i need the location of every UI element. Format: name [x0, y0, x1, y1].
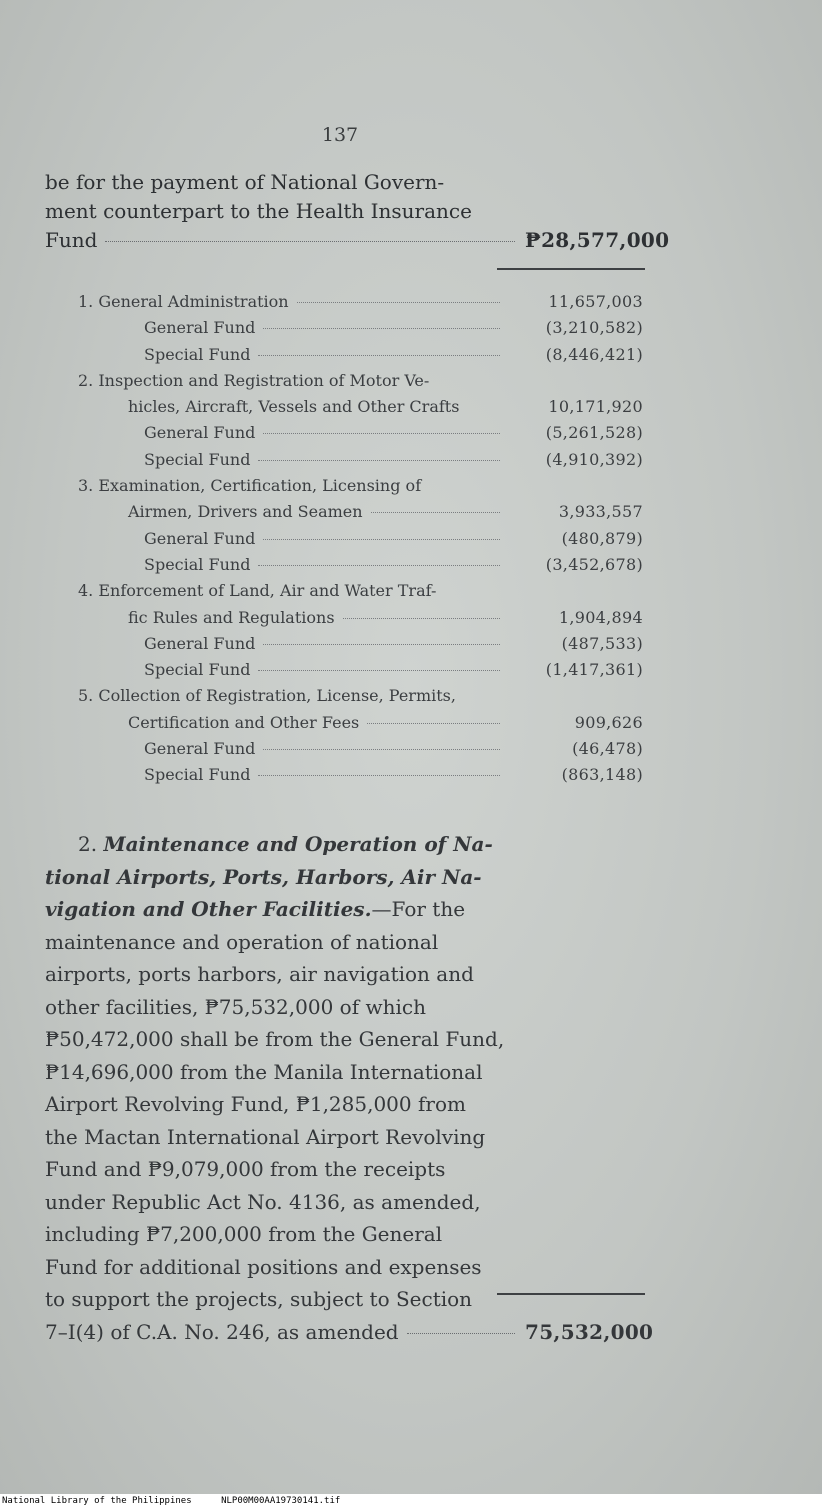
- allocation-label: hicles, Aircraft, Vessels and Other Crafts: [128, 397, 460, 417]
- allocation-amount: (487,533): [561, 633, 643, 653]
- allocation-amount: (480,879): [561, 528, 643, 548]
- allocation-amount: 3,933,557: [558, 502, 643, 522]
- allocation-label: 3. Examination, Certification, Licensing of: [78, 476, 422, 496]
- allocation-row: [78, 289, 643, 315]
- footer-file: NLP00M00AA19730141.tif: [221, 1496, 341, 1506]
- allocation-row: [78, 578, 643, 604]
- allocation-amount: (46,478): [572, 739, 643, 759]
- allocation-row: [78, 420, 643, 446]
- allocation-label: Special Fund: [144, 554, 251, 574]
- allocation-label: Certification and Other Fees: [128, 712, 360, 732]
- allocation-label: General Fund: [144, 528, 256, 548]
- section-2-line: ₱50,472,000 shall be from the General Fund,: [45, 1027, 505, 1051]
- allocation-amount: (863,148): [561, 765, 643, 785]
- allocation-row: [78, 710, 643, 736]
- allocation-row: [78, 736, 643, 762]
- allocation-label: General Fund: [144, 318, 256, 338]
- allocation-row: [78, 631, 643, 657]
- allocation-amount: 10,171,920: [548, 397, 643, 417]
- section-heading-end: vigation and Other Facilities.: [45, 897, 372, 921]
- section-2-last-label: 7–I(4) of C.A. No. 246, as amended: [45, 1319, 399, 1344]
- allocation-row: [78, 683, 643, 709]
- section-2-line: airports, ports harbors, air navigation and: [45, 962, 474, 986]
- allocation-amount: (8,446,421): [545, 344, 643, 364]
- allocation-label: 4. Enforcement of Land, Air and Water Traf-: [78, 581, 437, 601]
- section-2-heading-line-1: [45, 828, 645, 861]
- section-2-last-line: [45, 1316, 654, 1349]
- allocation-label: General Fund: [144, 739, 256, 759]
- section-2-line: Airport Revolving Fund, ₱1,285,000 from: [45, 1092, 466, 1116]
- section-2-total-amount: 75,532,000: [525, 1319, 654, 1344]
- allocation-row: [78, 342, 643, 368]
- allocation-label: 2. Inspection and Registration of Motor Ve-: [78, 370, 430, 390]
- allocation-row: [78, 394, 643, 420]
- allocation-row: [78, 605, 643, 631]
- intro-paragraph: [45, 168, 670, 255]
- section-2-line: Fund for additional positions and expenses: [45, 1254, 482, 1279]
- scan-footer: [0, 1494, 822, 1508]
- allocation-label: Special Fund: [144, 660, 251, 680]
- section-2-paragraph: [45, 828, 654, 1348]
- intro-line-2: ment counterpart to the Health Insurance: [45, 199, 472, 223]
- section-2-heading-line-2: tional Airports, Ports, Harbors, Air Na-: [45, 864, 482, 889]
- intro-last-label: Fund: [45, 228, 98, 252]
- section-heading-rest: —For the: [371, 897, 466, 921]
- section-2-line: other facilities, ₱75,532,000 of which: [45, 994, 426, 1019]
- intro-last-line: [45, 226, 670, 255]
- allocation-row: [78, 552, 643, 578]
- allocation-row: [78, 315, 643, 341]
- allocation-row: [78, 473, 643, 499]
- section-2-line: Fund and ₱9,079,000 from the receipts: [45, 1157, 446, 1181]
- allocation-amount: 11,657,003: [548, 292, 643, 311]
- section-2-line: ₱14,696,000 from the Manila International: [45, 1059, 483, 1084]
- section-2-line: including ₱7,200,000 from the General: [45, 1222, 443, 1246]
- allocation-amount: 909,626: [574, 712, 643, 732]
- allocation-row: [78, 499, 643, 525]
- allocation-table: [78, 289, 643, 789]
- allocation-amount: (1,417,361): [545, 660, 643, 680]
- allocation-row: [78, 447, 643, 473]
- allocation-row: [78, 657, 643, 683]
- allocation-amount: (4,910,392): [545, 449, 643, 469]
- allocation-label: General Fund: [144, 423, 256, 443]
- section-heading: Maintenance and Operation of Na-: [103, 832, 493, 856]
- allocation-amount: (5,261,528): [545, 423, 643, 443]
- section-2-total-rule: [497, 1293, 645, 1295]
- allocation-amount: 1,904,894: [558, 607, 643, 627]
- dot-leader: [105, 241, 515, 242]
- page-number: 137: [321, 124, 359, 146]
- allocation-label: 5. Collection of Registration, License, Permits,: [78, 686, 456, 706]
- section-2-heading-line-3: [45, 893, 645, 926]
- intro-total-rule: [497, 268, 645, 270]
- footer-library: National Library of the Philippines: [2, 1496, 192, 1506]
- section-2-line: to support the projects, subject to Section: [45, 1287, 473, 1311]
- allocation-label: fic Rules and Regulations: [128, 607, 335, 627]
- allocation-row: [78, 526, 643, 552]
- allocation-row: [78, 368, 643, 394]
- section-2-line: under Republic Act No. 4136, as amended,: [45, 1189, 481, 1214]
- allocation-label: Special Fund: [144, 449, 251, 469]
- section-2-line: maintenance and operation of national: [45, 929, 439, 954]
- intro-line-1: be for the payment of National Govern-: [45, 170, 445, 194]
- dot-leader: [407, 1333, 515, 1334]
- section-number: 2.: [78, 832, 98, 856]
- section-2-line: the Mactan International Airport Revolving: [45, 1124, 486, 1149]
- allocation-label: Airmen, Drivers and Seamen: [128, 502, 363, 522]
- allocation-label: 1. General Administration: [78, 292, 289, 311]
- allocation-amount: (3,452,678): [545, 554, 643, 574]
- allocation-amount: (3,210,582): [545, 318, 643, 338]
- allocation-label: Special Fund: [144, 765, 251, 785]
- intro-total-amount: ₱28,577,000: [525, 228, 670, 252]
- allocation-row: [78, 762, 643, 788]
- allocation-label: General Fund: [144, 633, 256, 653]
- allocation-label: Special Fund: [144, 344, 251, 364]
